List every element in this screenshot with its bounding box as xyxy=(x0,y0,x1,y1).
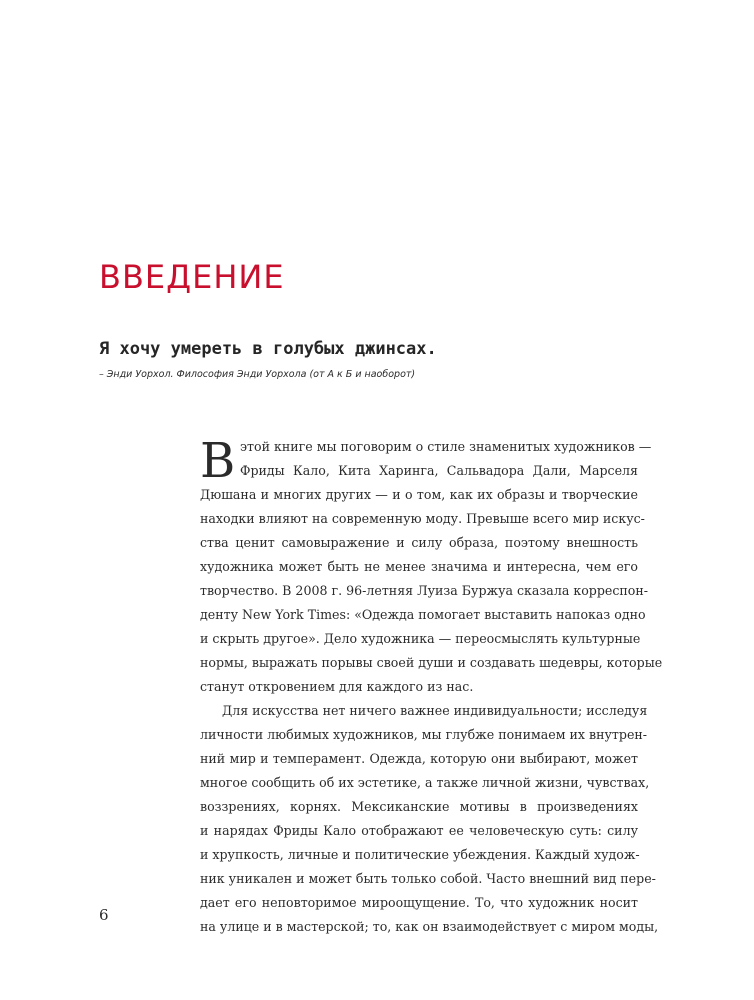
epigraph-source: – Энди Уорхол. Философия Энди Уорхола (от А к Б и наоборот) xyxy=(99,369,416,380)
text-line: и хрупкость, личные и политические убеждения. Каждый худож- xyxy=(200,847,640,862)
chapter-title: ВВЕДЕНИЕ xyxy=(99,258,285,296)
text-line: ний мир и темперамент. Одежда, которую они выбирают, может xyxy=(200,751,638,766)
text-line: многое сообщить об их эстетике, а также личной жизни, чувствах, xyxy=(200,775,650,790)
epigraph-quote: Я хочу умереть в голубых джинсах. xyxy=(99,339,437,359)
text-line: ник уникален и может быть только собой. Часто внешний вид пере- xyxy=(200,871,656,886)
drop-cap: В xyxy=(200,433,236,489)
text-line: творчество. В 2008 г. 96-летняя Луиза Буржуа сказала корреспон- xyxy=(200,583,649,598)
text-line: Для искусства нет ничего важнее индивидуальности; исследуя xyxy=(222,703,648,718)
text-line: станут откровением для каждого из нас. xyxy=(200,679,474,694)
text-line: нормы, выражать порывы своей души и создавать шедевры, которые xyxy=(200,655,663,670)
text-line: и нарядах Фриды Кало отображают ее человеческую суть: силу xyxy=(200,823,638,838)
text-line: Дюшана и многих других — и о том, как их образы и творческие xyxy=(200,487,638,502)
text-line: художника может быть не менее значима и интересна, чем его xyxy=(200,559,638,574)
text-line: воззрениях, корнях. Мексиканские мотивы в произведениях xyxy=(200,799,638,814)
body-text xyxy=(200,433,663,939)
text-line: денту New York Times: «Одежда помогает выставить напоказ одно xyxy=(200,607,646,622)
text-line: личности любимых художников, мы глубже понимаем их внутрен- xyxy=(200,727,648,742)
text-line: этой книге мы поговорим о стиле знаменитых художников — xyxy=(240,439,652,454)
page-number: 6 xyxy=(99,906,109,924)
text-line: Фриды Кало, Кита Харинга, Сальвадора Дали, Марселя xyxy=(240,463,638,478)
text-line: на улице и в мастерской; то, как он взаимодействует с миром моды, xyxy=(200,919,659,934)
text-line: и скрыть другое». Дело художника — переосмыслять культурные xyxy=(200,631,641,646)
text-line: находки влияют на современную моду. Превыше всего мир искус- xyxy=(200,511,645,526)
text-line: дает его неповторимое мироощущение. То, что художник носит xyxy=(200,895,638,910)
text-line: ства ценит самовыражение и силу образа, поэтому внешность xyxy=(200,535,638,550)
